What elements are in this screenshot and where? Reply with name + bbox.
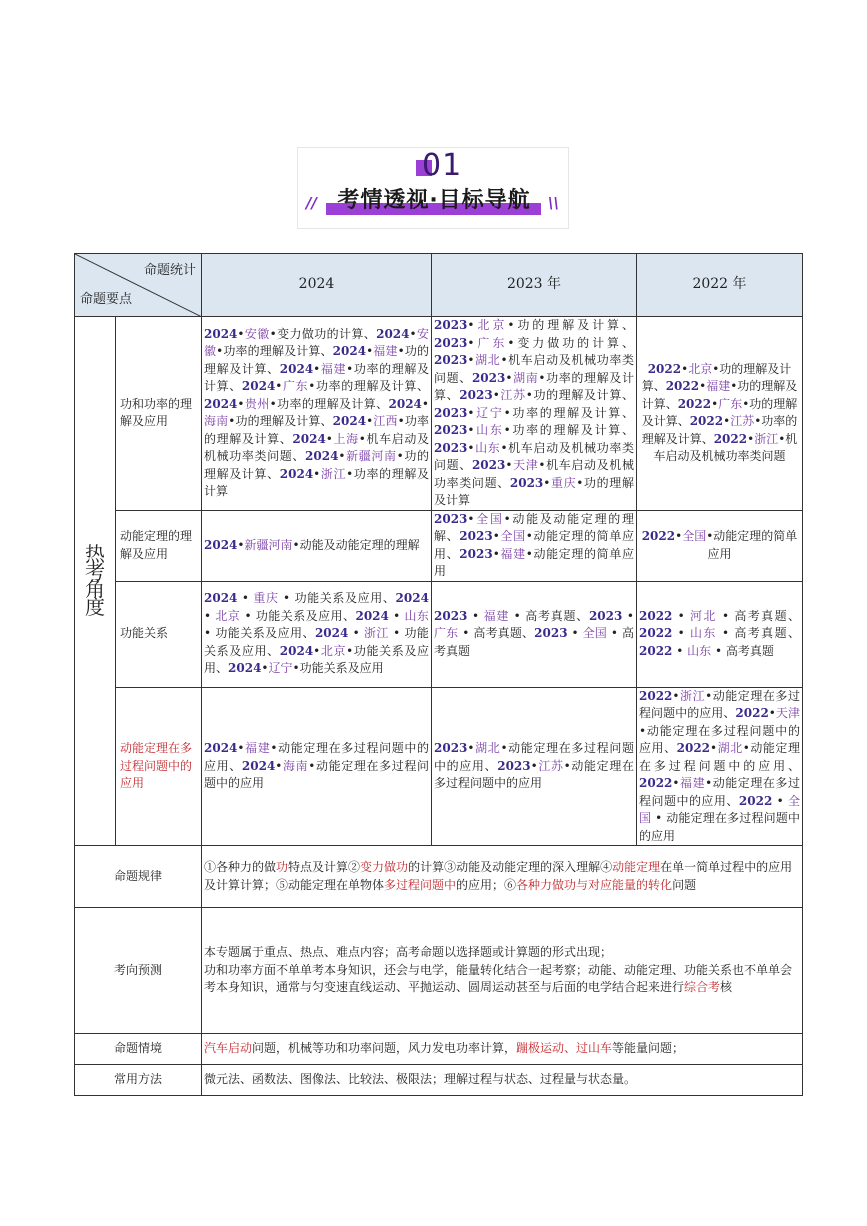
year-header-2024: 2024 (202, 254, 432, 317)
banner-left-mark: // (306, 194, 317, 212)
citation-province: 浙江 (679, 688, 706, 703)
citation-year: 2023 (434, 335, 468, 350)
citation-year: 2022 (735, 706, 769, 720)
methods-content: 微元法、函数法、图像法、比较法、极限法；理解过程与状态、过程量与状态量。 (202, 1065, 803, 1096)
citation-province: 辽宁 (474, 405, 504, 420)
citation-year: 2023 (459, 546, 493, 561)
section-label-hot-angle: 热 考 角 度 (75, 317, 116, 846)
citation-year: 2024 (241, 758, 276, 773)
citation-year: 2024 (204, 537, 238, 552)
citation-year: 2022 (639, 643, 673, 658)
citation-year: 2022 (665, 379, 700, 394)
citation-year: 2023 (497, 758, 531, 773)
cell-2022: 2022•北京•功的理解及计算、2022•福建•功的理解及计算、2022•广东•功的理解及计算、2022•江苏•功率的理解及计算、2022•浙江•机车启动及机械功率类问题 (637, 317, 803, 511)
citation-year: 2023 (509, 475, 544, 490)
cell-2022: 2022•浙江•动能定理在多过程问题中的应用、2022•天津•动能定理在多过程问题中的应用、2022•湖北•动能定理在多过程问题中的应用、2022•福建•动能定理在多过程问题中的应用、2022 • 全国 • 动能定理在多过程问题中的应用 (637, 687, 803, 846)
citation-province: 湖北 (474, 353, 501, 367)
citation-year: 2023 (471, 458, 506, 472)
citation-year: 2022 (639, 626, 673, 641)
citation-province: 海南 (204, 414, 229, 429)
header-row (75, 254, 803, 317)
citation-province: 山东 (404, 608, 429, 623)
citation-year: 2022 (639, 688, 673, 703)
citation-year: 2023 (459, 388, 493, 402)
header-corner-cell (75, 254, 202, 317)
citation-province: 福建 (483, 608, 510, 623)
citation-province: 山东 (474, 440, 501, 455)
citation-year: 2023 (434, 511, 468, 526)
citation-province: 山东 (474, 423, 504, 437)
citation-year: 2024 (204, 741, 238, 755)
cell-2023: 2023 • 福建 • 高考真题、2023 • 广东 • 高考真题、2023 • 全国 • 高考真题 (432, 581, 637, 687)
citation-year: 2024 (332, 414, 367, 429)
table-row (75, 581, 803, 687)
citation-province: 江苏 (537, 758, 564, 773)
cell-2022: 2022 • 河北 • 高考真题、2022 • 山东 • 高考真题、2022 • 山东 • 高考真题 (637, 581, 803, 687)
citation-year: 2022 (639, 776, 673, 790)
citation-province: 福建 (706, 379, 731, 394)
citation-year: 2023 (434, 440, 468, 455)
citation-province: 福建 (373, 344, 398, 359)
cell-2023: 2023•北京•功的理解及计算、2023•广东•变力做功的计算、2023•湖北•机车启动及机械功率类问题、2023•湖南•功率的理解及计算、2023•江苏•功的理解及计算、2023•辽宁•功率的理解及计算、2023•山东•功率的理解及计算、2023•山东•机车启动及机械功率类问题、2023•天津•机车启动及机械功率类问题、2023•重庆•功的理解及计算 (432, 317, 637, 511)
citation-province: 湖南 (512, 370, 539, 385)
citation-year: 2022 (676, 741, 711, 755)
citation-year: 2024 (355, 608, 389, 623)
scenario-row (75, 1034, 803, 1065)
table-row (75, 510, 803, 581)
citation-province: 新疆河南 (244, 537, 293, 552)
citation-year: 2022 (713, 431, 748, 446)
section-title: 考情透视·目标导航 (337, 188, 531, 213)
year-header-2022: 2022 年 (637, 254, 803, 317)
citation-province: 浙江 (320, 466, 347, 481)
citation-province: 北京 (320, 643, 347, 658)
citation-province: 福建 (679, 776, 706, 790)
citation-year: 2023 (459, 529, 493, 543)
year-header-2023: 2023 年 (432, 254, 637, 317)
citation-province: 湖北 (717, 741, 743, 755)
methods-row (75, 1065, 803, 1096)
citation-year: 2023 (471, 370, 506, 385)
citation-province: 广东 (282, 379, 309, 394)
citation-province: 全国 (582, 626, 607, 641)
citation-province: 天津 (775, 706, 800, 720)
topic-cell: 功能关系 (116, 581, 202, 687)
citation-year: 2022 (647, 361, 682, 376)
cell-2024: 2024•福建•动能定理在多过程问题中的应用、2024•海南•动能定理在多过程问题中的应用 (202, 687, 432, 846)
citation-year: 2024 (279, 643, 314, 658)
topic-cell: 动能定理在多过程问题中的应用 (116, 687, 202, 846)
citation-province: 北京 (688, 361, 713, 376)
citation-year: 2024 (376, 326, 410, 341)
citation-year: 2022 (641, 529, 676, 543)
citation-province: 江西 (373, 414, 398, 429)
methods-label: 常用方法 (75, 1065, 202, 1096)
citation-year: 2023 (434, 608, 468, 623)
citation-province: 全国 (499, 529, 526, 543)
citation-province: 广东 (434, 626, 459, 641)
forecast-row (75, 908, 803, 1034)
citation-province: 广东 (474, 335, 508, 350)
citation-year: 2024 (204, 591, 238, 606)
citation-year: 2022 (639, 608, 673, 623)
citation-year: 2024 (388, 396, 422, 411)
citation-year: 2022 (689, 414, 724, 429)
citation-province: 安徽 (204, 326, 429, 359)
citation-province: 新疆河南 (345, 449, 397, 464)
citation-year: 2023 (434, 741, 468, 755)
exam-analysis-table (74, 253, 803, 1096)
citation-year: 2024 (395, 591, 429, 606)
forecast-label: 考向预测 (75, 908, 202, 1034)
section-banner (297, 147, 569, 229)
citation-province: 海南 (282, 758, 309, 773)
rule-content: ①各种力的做功特点及计算②变力做功的计算③动能及动能定理的深入理解④动能定理在单一简单过程中的应用及计算计算；⑤动能定理在单物体多过程问题中的应用；⑥各种力做功与对应能量的转化问题 (202, 846, 803, 908)
rule-row (75, 846, 803, 908)
citation-year: 2022 (738, 793, 773, 808)
citation-province: 北京 (474, 318, 508, 332)
scenario-label: 命题情境 (75, 1034, 202, 1065)
citation-year: 2024 (292, 431, 326, 446)
citation-province: 浙江 (363, 626, 389, 641)
citation-province: 浙江 (754, 431, 779, 446)
citation-province: 福建 (320, 361, 347, 376)
citation-province: 重庆 (550, 475, 577, 490)
citation-year: 2024 (228, 661, 262, 676)
section-number: 01 (422, 148, 463, 183)
cell-2023: 2023•湖北•动能定理在多过程问题中的应用、2023•江苏•动能定理在多过程问题中的应用 (432, 687, 637, 846)
citation-province: 广东 (718, 396, 743, 411)
citation-year: 2024 (204, 396, 238, 411)
citation-province: 上海 (332, 431, 359, 446)
citation-province: 安徽 (244, 326, 270, 341)
citation-province: 湖北 (474, 741, 501, 755)
cell-2024: 2024•安徽•变力做功的计算、2024•安徽•功率的理解及计算、2024•福建•功的理解及计算、2024•福建•功率的理解及计算、2024•广东•功率的理解及计算、2024•贵州•功率的理解及计算、2024•海南•功的理解及计算、2024•江西•功率的理解及计算、2024•上海•机车启动及机械功率类问题、2024•新疆河南•功的理解及计算、2024•浙江•功率的理解及计算 (202, 317, 432, 511)
citation-province: 福建 (499, 546, 526, 561)
citation-province: 河北 (689, 608, 717, 623)
citation-province: 山东 (687, 643, 712, 658)
banner-right-mark: \\ (548, 194, 559, 212)
forecast-content: 本专题属于重点、热点、难点内容；高考命题以选择题或计算题的形式出现； 功和功率方面不单单考本身知识，还会与电学，能量转化结合一起考察；动能、动能定理、功能关系也不单单会考本身知识，通常与匀变速直线运动、平抛运动、圆周运动甚至与后面的电学结合起来进行综合考核 (202, 908, 803, 1034)
citation-year: 2024 (314, 626, 349, 641)
citation-province: 天津 (512, 458, 539, 472)
citation-year: 2022 (677, 396, 712, 411)
citation-province: 贵州 (244, 396, 270, 411)
citation-year: 2023 (434, 353, 468, 367)
citation-province: 江苏 (499, 388, 526, 402)
corner-label-bottom: 命题要点 (80, 291, 133, 307)
citation-year: 2024 (204, 326, 238, 341)
citation-year: 2024 (332, 344, 367, 359)
citation-year: 2023 (434, 405, 468, 420)
citation-year: 2024 (305, 449, 339, 464)
cell-2023: 2023•全国•动能及动能定理的理解、2023•全国•动能定理的简单应用、2023•福建•动能定理的简单应用 (432, 510, 637, 581)
citation-province: 全国 (474, 511, 504, 526)
citation-province: 重庆 (253, 591, 279, 606)
rule-label: 命题规律 (75, 846, 202, 908)
citation-province: 山东 (689, 626, 717, 641)
citation-year: 2023 (534, 626, 568, 641)
citation-year: 2024 (279, 361, 314, 376)
citation-province: 江苏 (730, 414, 755, 429)
cell-2024: 2024•新疆河南•动能及动能定理的理解 (202, 510, 432, 581)
citation-year: 2024 (241, 379, 276, 394)
topic-cell: 功和功率的理解及应用 (116, 317, 202, 511)
citation-province: 全国 (682, 529, 707, 543)
citation-year: 2023 (434, 318, 468, 332)
corner-label-top: 命题统计 (143, 263, 196, 278)
table-row (75, 317, 803, 511)
topic-cell: 动能定理的理解及应用 (116, 510, 202, 581)
citation-year: 2023 (434, 423, 468, 437)
citation-year: 2024 (279, 466, 314, 481)
cell-2022: 2022•全国•动能定理的简单应用 (637, 510, 803, 581)
citation-year: 2023 (588, 608, 623, 623)
citation-province: 全国 (639, 793, 800, 825)
citation-province: 北京 (215, 608, 241, 623)
table-row (75, 687, 803, 846)
scenario-content: 汽车启动问题，机械等功和功率问题，风力发电功率计算，蹦极运动、过山车等能量问题； (202, 1034, 803, 1065)
citation-province: 辽宁 (268, 661, 293, 676)
citation-province: 福建 (244, 741, 271, 755)
cell-2024: 2024 • 重庆 • 功能关系及应用、2024 • 北京 • 功能关系及应用、2024 • 山东 • 功能关系及应用、2024 • 浙江 • 功能关系及应用、2024•北京•功能关系及应用、2024•辽宁•功能关系及应用 (202, 581, 432, 687)
